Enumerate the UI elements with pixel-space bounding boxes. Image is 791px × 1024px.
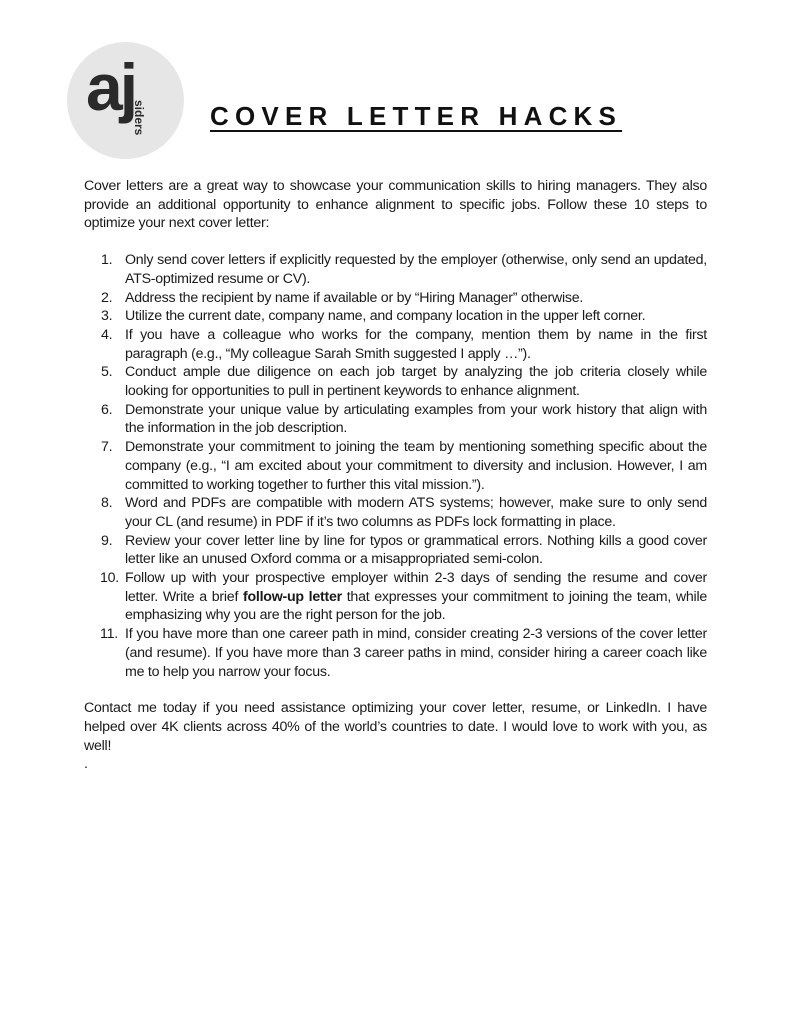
list-item [84, 569, 707, 625]
list-number: 9. [101, 532, 113, 549]
list-item [84, 307, 707, 326]
list-item [84, 363, 707, 400]
list-number: 7. [101, 439, 113, 456]
list-number: 5. [101, 364, 113, 381]
list-item-text: Word and PDFs are compatible with modern ATS systems; however, make sure to only send your CL (and resume) in PDF if it’s two columns as PDFs lock formatting in place. [125, 495, 707, 530]
list-number: 11. [100, 626, 118, 643]
list-item-text-before: Follow up with your prospective employer within 2-3 days of sending the resume and cover letter. Write a brief [125, 570, 707, 605]
list-item-text: Only send cover letters if explicitly requested by the employer (otherwise, only send an updated, ATS-optimized resume or CV). [125, 252, 707, 287]
follow-up-letter-emphasis: follow-up letter [243, 588, 342, 605]
list-number: 8. [101, 495, 113, 512]
ajsiders-logo [67, 42, 184, 159]
logo-siders-text: siders [132, 100, 146, 136]
list-item [84, 438, 707, 494]
list-item-text: Demonstrate your commitment to joining the team by mentioning something specific about the company (e.g., “I am excited about your commitment to diversity and inclusion. However, I am committed to working together to further this vital mission.”). [125, 439, 707, 493]
list-item [84, 401, 707, 438]
list-item [84, 251, 707, 288]
logo-aj-text: aj [86, 50, 136, 124]
list-number: 1. [101, 252, 113, 269]
list-item-text: Demonstrate your unique value by articulating examples from your work history that align with the information in the job description. [125, 401, 707, 437]
list-number: 3. [101, 308, 113, 325]
list-number: 10. [100, 570, 119, 587]
document-body [84, 177, 707, 773]
list-item-text: If you have more than one career path in mind, consider creating 2-3 versions of the cover letter (and resume). If you have more than 3 career paths in mind, consider hiring a career coach like me to help you narrow your focus. [125, 626, 707, 680]
list-item [84, 326, 707, 363]
list-item-text-after: that expresses your commitment to joining the team, while emphasizing why you are the right person for the job. [125, 588, 708, 624]
list-number: 6. [101, 401, 113, 418]
list-item [84, 289, 707, 308]
trailing-period: . [84, 756, 88, 773]
intro-paragraph: Cover letters are a great way to showcase your communication skills to hiring managers. They also provide an additional opportunity to enhance alignment to specific jobs. Follow these 10 steps to optimize your next cover letter: [84, 178, 707, 232]
list-item-text: Review your cover letter line by line for typos or grammatical errors. Nothing kills a good cover letter like an unused Oxford comma or a misappropriated semi-colon. [125, 532, 707, 568]
list-item-text: Address the recipient by name if available or by “Hiring Manager” otherwise. [125, 289, 584, 306]
list-item [84, 494, 707, 531]
list-item-text: Conduct ample due diligence on each job target by analyzing the job criteria closely while looking for opportunities to pull in pertinent keywords to enhance alignment. [125, 364, 707, 400]
list-item [84, 532, 707, 569]
list-item [84, 625, 707, 681]
page-title: COVER LETTER HACKS [210, 101, 623, 132]
list-number: 4. [101, 326, 113, 343]
list-item-text: Utilize the current date, company name, and company location in the upper left corner. [125, 308, 646, 325]
list-item-text: If you have a colleague who works for the company, mention them by name in the first paragraph (e.g., “My colleague Sarah Smith suggested I apply …”). [125, 326, 707, 362]
list-number: 2. [101, 289, 113, 306]
closing-paragraph: Contact me today if you need assistance optimizing your cover letter, resume, or LinkedIn. I have helped over 4K clients across 40% of the world’s countries to date. I would love to work with you, as well! [84, 700, 707, 754]
steps-list [84, 251, 707, 681]
